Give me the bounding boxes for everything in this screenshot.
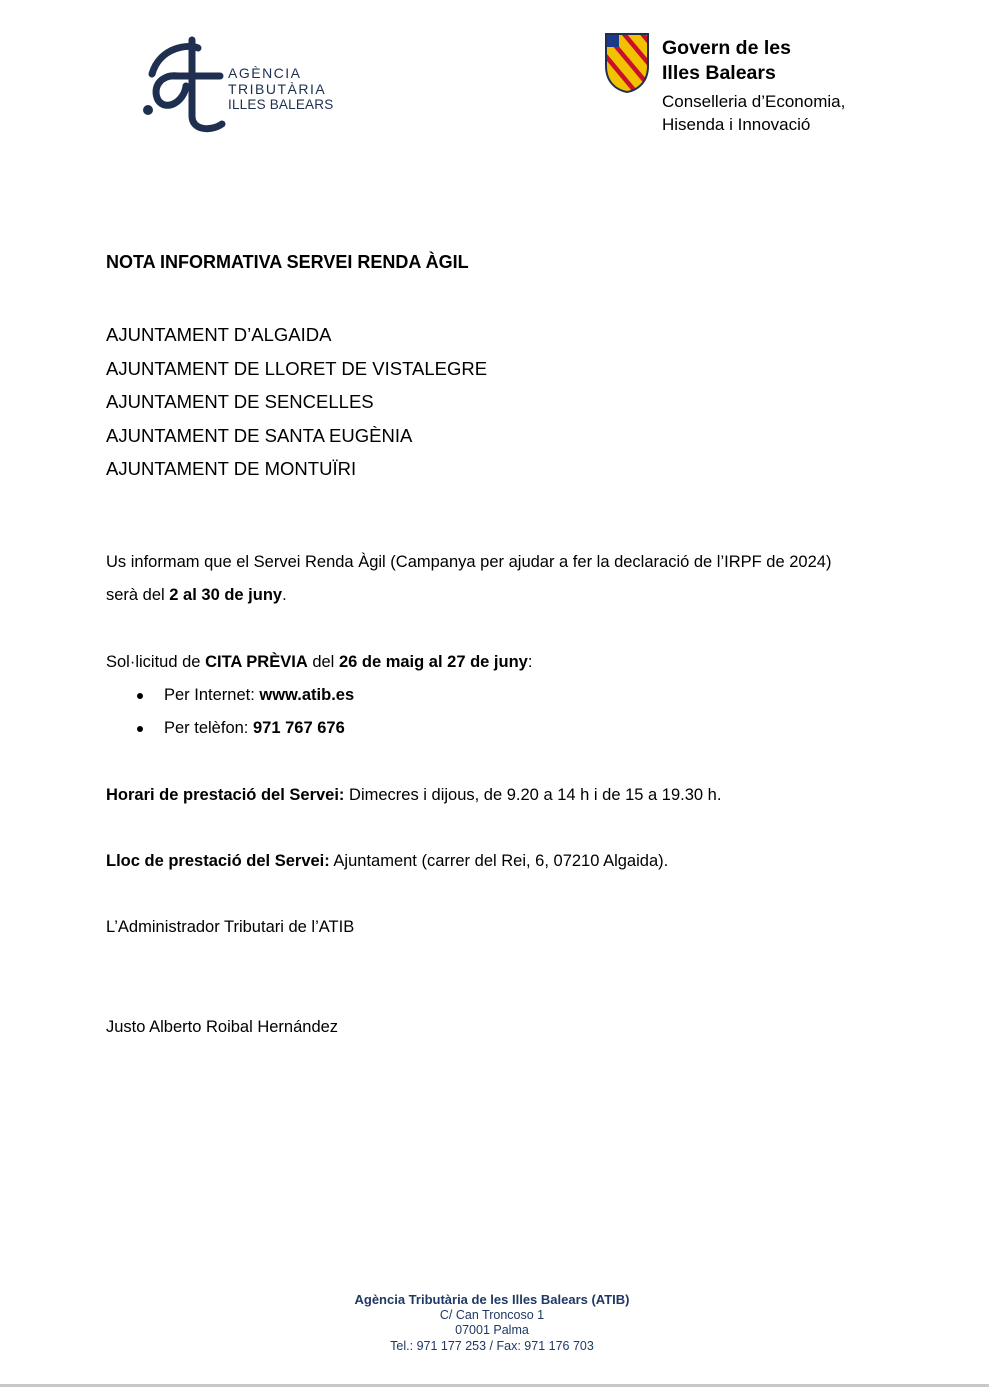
- page-bottom-edge: [0, 1384, 989, 1387]
- footer-phones: Tel.: 971 177 253 / Fax: 971 176 703: [390, 1338, 594, 1353]
- horari-label: Horari de prestació del Servei:: [106, 786, 345, 804]
- channel-label: Per Internet:: [164, 686, 260, 704]
- atib-logo-line1: AGÈNCIA: [228, 65, 302, 81]
- footer-address1: C/ Can Troncoso 1: [439, 1307, 545, 1322]
- cita-previa-paragraph: [106, 646, 866, 679]
- ajuntament-item: AJUNTAMENT DE MONTUÏRI: [106, 458, 357, 479]
- page-footer: [0, 1292, 984, 1354]
- website-link[interactable]: www.atib.es: [259, 686, 355, 704]
- atib-logo: [140, 36, 340, 136]
- atib-logo-text: [228, 65, 333, 113]
- footer-address2: 07001 Palma: [455, 1323, 529, 1337]
- cita-dates: 26 de maig al 27 de juny: [338, 653, 528, 671]
- signatory-role: L’Administrador Tributari de l’ATIB: [106, 918, 355, 936]
- govern-logo-subtitle: [662, 90, 845, 136]
- govern-title-line2: Illes Balears: [662, 62, 776, 84]
- cita-channel-internet: [106, 679, 354, 712]
- ajuntament-item: AJUNTAMENT DE SENCELLES: [106, 391, 374, 412]
- horari-text: Dimecres i dijous, de 9.20 a 14 h i de 15 a 19.30 h.: [344, 786, 722, 804]
- campaign-dates: 2 al 30 de juny: [169, 586, 283, 604]
- lloc-paragraph: [106, 845, 866, 878]
- cita-suffix: :: [527, 653, 533, 671]
- govern-sub-line1: Conselleria d’Economia,: [662, 92, 846, 111]
- horari-paragraph: [106, 779, 866, 812]
- govern-sub-line2: Hisenda i Innovació: [662, 115, 811, 134]
- ajuntament-item: AJUNTAMENT DE SANTA EUGÈNIA: [106, 424, 413, 446]
- atib-logo-mark-icon: [140, 36, 230, 134]
- bullet-icon: [137, 726, 143, 732]
- ajuntament-item: AJUNTAMENT D’ALGAIDA: [106, 324, 332, 345]
- ajuntaments-list: [106, 318, 487, 486]
- cita-middle: del: [307, 653, 339, 671]
- phone-number: 971 767 676: [252, 719, 345, 737]
- govern-title-line1: Govern de les: [662, 37, 791, 59]
- document-title: NOTA INFORMATIVA SERVEI RENDA ÀGIL: [106, 252, 469, 272]
- atib-logo-line2: TRIBUTÀRIA: [228, 81, 327, 97]
- cita-channel-phone: [106, 712, 354, 745]
- lloc-text: Ajuntament (carrer del Rei, 6, 07210 Algaida).: [329, 852, 669, 870]
- govern-logo: [604, 32, 864, 136]
- footer-org: Agència Tributària de les Illes Balears (ATIB): [354, 1292, 630, 1307]
- atib-logo-line3: ILLES BALEARS: [228, 97, 334, 112]
- balearic-shield-icon: [604, 32, 650, 94]
- govern-logo-title: [662, 36, 791, 86]
- ajuntament-item: AJUNTAMENT DE LLORET DE VISTALEGRE: [106, 357, 488, 379]
- intro-paragraph: [106, 546, 866, 612]
- lloc-label: Lloc de prestació del Servei:: [106, 852, 330, 870]
- intro-end: .: [282, 586, 287, 604]
- cita-previa-label: CITA PRÈVIA: [205, 653, 308, 671]
- channel-label: Per telèfon:: [164, 719, 253, 737]
- intro-text: Us informam que el Servei Renda Àgil (Campanya per ajudar a fer la declaració de l’IRPF de 2024) serà del: [106, 553, 832, 604]
- cita-channels-list: [106, 679, 354, 745]
- cita-prefix: Sol·licitud de: [106, 653, 206, 671]
- signatory-name: Justo Alberto Roibal Hernández: [106, 1018, 339, 1036]
- bullet-icon: [137, 693, 143, 699]
